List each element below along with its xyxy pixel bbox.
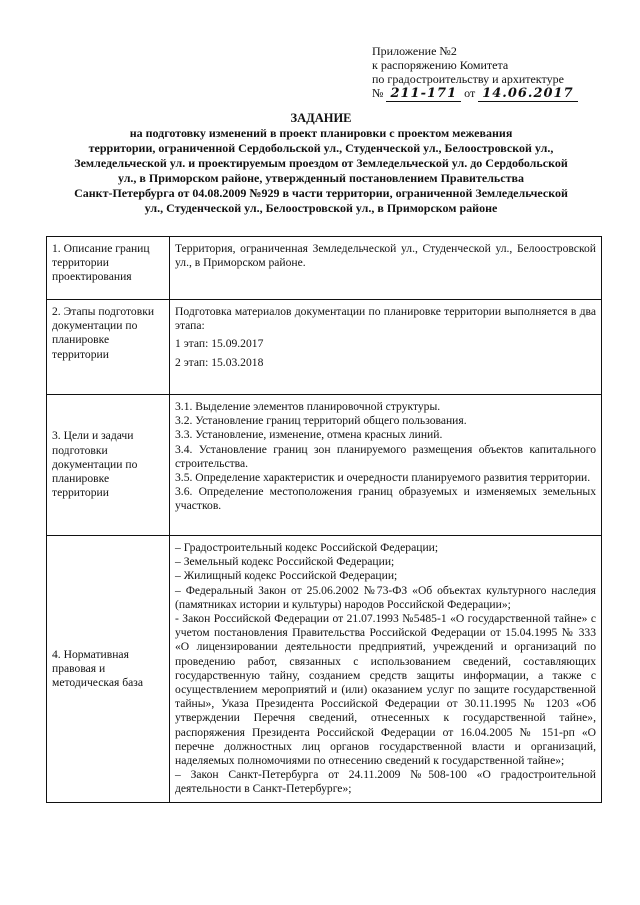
title-line: Земледельческой ул. и проектируемым проездом от Земледельческой ул. до Сердобольской — [74, 156, 568, 170]
row-content — [170, 395, 602, 536]
table-row — [47, 395, 602, 536]
paragraph: 1 этап: 15.09.2017 — [175, 337, 264, 351]
list-item: 3.1. Выделение элементов планировочной структуры. — [175, 400, 441, 413]
row-content — [170, 300, 602, 395]
task-table — [46, 236, 602, 803]
row-label: 4. Нормативная правовая и методическая база — [47, 536, 170, 803]
list-item: 3.5. Определение характеристик и очередности планируемого развития территории. — [175, 471, 591, 485]
appendix-line-3: по градостроительству и архитектуре — [372, 72, 564, 86]
paragraph: Территория, ограниченная Земледельческой ул., Студенческой ул., Белоостровской ул., в Приморском районе. — [175, 242, 596, 270]
list-item: 3.4. Установление границ зон планируемого размещения объектов капитального строительства. — [175, 442, 596, 470]
list-item: – Градостроительный кодекс Российской Федерации; — [175, 541, 439, 554]
row-label: 1. Описание границ территории проектирования — [47, 237, 170, 300]
appendix-number-line — [372, 86, 612, 102]
title-line: ул., Студенческой ул., Белоостровской ул., в Приморском районе — [144, 201, 498, 215]
order-date: 14.06.2017 — [478, 87, 577, 102]
list-item: - Закон Российской Федерации от 21.07.1993 №5485-1 «О государственной тайне» с учетом постановления Правительства Российской Федерации от 15.04.1995 № 333 «О лицензировании деятельности предприятий, учреждений и организаций по проведению работ, связанных с использованием сведений, составляющих государственную тайну, созданием средств защиты информации, а также с осуществлением мероприятий и (или) оказанием услуг по защите государственной тайны», Указа Президента Российской Федерации от 30.11.1995 № 1203 «Об утверждении Перечня сведений, отнесенных к государственной тайне», распоряжения Президента Российской Федерации от 16.04.2005 № 151-рп «О перечне должностных лиц органов государственной власти и организаций, наделяемых полномочиями по отнесению сведений к государственной тайне»; — [175, 612, 596, 768]
title-line: территории, ограниченной Сердобольской ул., Студенческой ул., Белоостровской ул., — [88, 141, 554, 155]
list-item: 3.6. Определение местоположения границ образуемых и изменяемых земельных участков. — [175, 485, 596, 513]
table-row — [47, 536, 602, 803]
table-row — [47, 237, 602, 300]
title-line: ул., в Приморском районе, утвержденный постановлением Правительства — [118, 171, 524, 185]
list-item: – Федеральный Закон от 25.06.2002 №73-ФЗ «Об объектах культурного наследия (памятниках истории и культуры) народов Российской Федерации»; — [175, 583, 596, 611]
document-title — [40, 111, 602, 216]
order-number: 211-171 — [386, 87, 461, 102]
list-item: – Жилищный кодекс Российской Федерации; — [175, 569, 398, 583]
date-prefix: от — [464, 86, 476, 100]
row-content — [170, 237, 602, 300]
list-item: 3.2. Установление границ территорий общего пользования. — [175, 414, 467, 428]
row-label: 3. Цели и задачи подготовки документации по планировке территории — [47, 395, 170, 536]
appendix-line-1: Приложение №2 — [372, 44, 457, 58]
list-item: – Закон Санкт-Петербурга от 24.11.2009 №508-100 «О градостроительной деятельности в Санкт-Петербурге»; — [175, 768, 596, 796]
title-heading: ЗАДАНИЕ — [290, 111, 352, 125]
paragraph: Подготовка материалов документации по планировке территории выполняется в два этапа: — [175, 305, 596, 333]
row-content — [170, 536, 602, 803]
number-prefix: № — [372, 86, 384, 100]
appendix-block — [372, 44, 612, 102]
table-row — [47, 300, 602, 395]
list-item: – Земельный кодекс Российской Федерации; — [175, 555, 395, 569]
appendix-line-2: к распоряжению Комитета — [372, 58, 509, 72]
title-line: Санкт-Петербурга от 04.08.2009 №929 в части территории, ограниченной Земледельческой — [74, 186, 568, 200]
list-item: 3.3. Установление, изменение, отмена красных линий. — [175, 428, 443, 442]
paragraph: 2 этап: 15.03.2018 — [175, 355, 264, 369]
title-line: на подготовку изменений в проект планировки с проектом межевания — [129, 126, 513, 140]
row-label: 2. Этапы подготовки документации по планировке территории — [47, 300, 170, 395]
